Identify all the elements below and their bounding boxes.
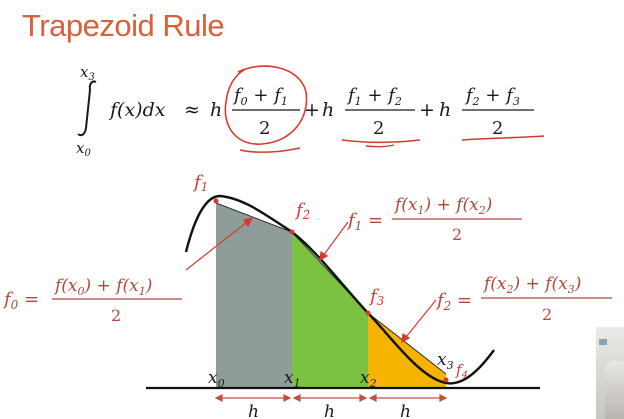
webcam-background-object — [599, 339, 607, 345]
term1-denominator: 2 — [259, 118, 271, 139]
trapezoid-diagram — [2, 172, 612, 419]
trapezoid-region-2 — [292, 232, 368, 388]
label-x1: $x_1$ — [284, 368, 301, 390]
point-f3 — [366, 311, 371, 316]
f2-numerator: $f(x_2) + f(x_3)$ — [484, 274, 582, 296]
webcam-overlay — [596, 327, 624, 419]
integral-sign — [78, 81, 96, 135]
h-3: h — [439, 99, 452, 121]
underline-2 — [342, 140, 420, 142]
h-dimensions — [216, 395, 446, 401]
label-x0: $x_0$ — [208, 368, 225, 390]
webcam-person — [605, 361, 624, 419]
f0-numerator: $f(x_0) + f(x_1)$ — [55, 276, 153, 298]
lower-limit: $x_0$ — [76, 139, 91, 159]
hand-label-f4: $f_4$ — [456, 361, 468, 381]
underline-1 — [240, 148, 300, 152]
hand-label-f2: f2 — [296, 200, 311, 222]
h-1: h — [210, 99, 223, 121]
trapezoid-region-1 — [216, 203, 292, 388]
term3-denominator: 2 — [492, 118, 504, 139]
point-f2 — [290, 230, 295, 235]
h-2: h — [322, 99, 335, 121]
approx-symbol: ≈ — [184, 99, 200, 121]
h-label-1: h — [248, 402, 259, 419]
underline-2b — [366, 145, 394, 147]
f2-denominator: 2 — [542, 305, 553, 324]
f0-lhs: $f_0$ = — [4, 289, 40, 312]
term2-denominator: 2 — [373, 118, 385, 139]
hand-label-f1: f1 — [194, 172, 209, 194]
upper-limit: $x_3$ — [80, 63, 95, 83]
f1-lhs: $f_1$ = — [348, 210, 384, 233]
point-f4 — [444, 378, 449, 383]
f0-denominator: 2 — [111, 306, 122, 325]
label-x2: $x_2$ — [360, 368, 377, 390]
h-label-3: h — [400, 402, 411, 419]
term2-numerator: $f_1 + f_2$ — [348, 85, 402, 108]
f1-numerator: $f(x_1) + f(x_2)$ — [395, 195, 493, 217]
f2-lhs: $f_2$ = — [437, 290, 473, 313]
f1-denominator: 2 — [452, 225, 463, 244]
term1-numerator: $f_0 + f_1$ — [234, 85, 288, 108]
integral-formula — [76, 63, 544, 159]
h-label-2: h — [324, 402, 335, 419]
slide-title: Trapezoid Rule — [22, 8, 225, 43]
hand-label-f3: f3 — [370, 286, 385, 308]
label-x3: $x_3$ — [437, 350, 454, 372]
term3-numerator: $f_2 + f_3$ — [466, 85, 520, 108]
plus-1: + — [304, 99, 320, 121]
point-f1 — [214, 199, 219, 204]
plus-2: + — [419, 99, 435, 121]
integrand: f(x)dx — [110, 99, 166, 121]
